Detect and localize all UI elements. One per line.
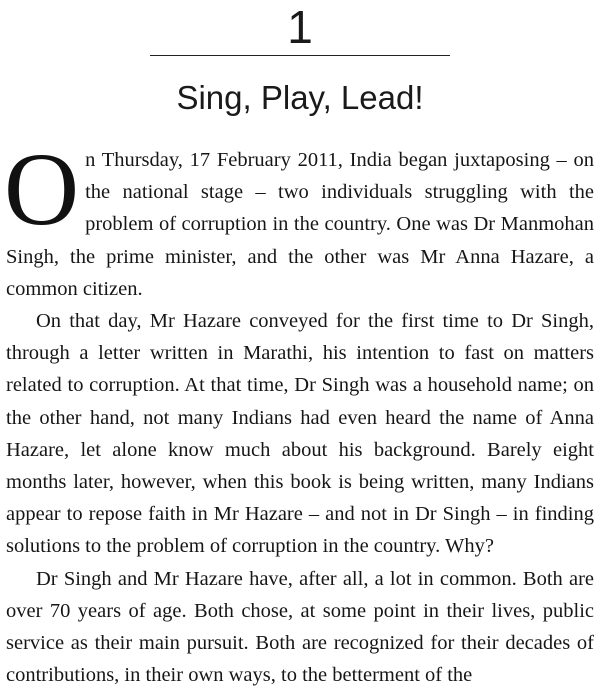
drop-cap: O [4, 132, 80, 247]
paragraph-1-text: n Thursday, 17 February 2011, India began juxtaposing – on the national stage – two individuals struggling with the problem of corruption in the country. One was Dr Manmohan Singh, the prime minister, and the other was Mr Anna Hazare, a common citizen. [6, 149, 594, 300]
paragraph-1 [4, 132, 594, 305]
paragraph-2: On that day, Mr Hazare conveyed for the first time to Dr Singh, through a letter written in Marathi, his intention to fast on matters related to corruption. At that time, Dr Singh was a household name; on the other hand, not many Indians had even heard the name of Anna Hazare, let alone know much about his background. Barely eight months later, however, when this book is being written, many Indians appear to repose faith in Mr Hazare – and not in Dr Singh – in finding solutions to the problem of corruption in the country. Why? [6, 310, 594, 558]
chapter-body [4, 132, 594, 691]
chapter-title: Sing, Play, Lead! [176, 79, 424, 116]
chapter-rule [150, 55, 450, 56]
paragraph-3: Dr Singh and Mr Hazare have, after all, a lot in common. Both are over 70 years of age. Both chose, at some point in their lives, public service as their main pursuit. Both are recognized for their decades of contributions, in their own ways, to the betterment of the [6, 567, 594, 687]
chapter-number: 1 [287, 1, 313, 53]
